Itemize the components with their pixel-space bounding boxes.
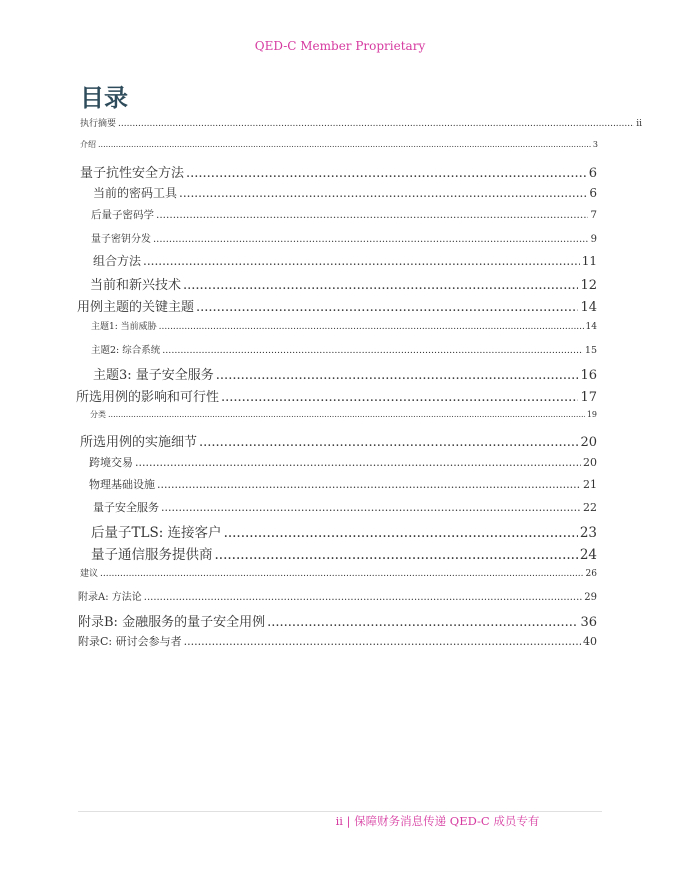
- toc-entry[interactable]: [90, 409, 597, 420]
- toc-entry[interactable]: [76, 386, 597, 405]
- toc-entry[interactable]: [93, 252, 597, 269]
- toc-entry-label: 组合方法: [93, 254, 142, 268]
- toc-entry-page: 6: [588, 166, 597, 181]
- toc-entry-label: 分类: [90, 410, 106, 419]
- dot-leader: [184, 635, 581, 648]
- dot-leader: [179, 186, 587, 200]
- toc-entry-page: 19: [586, 410, 597, 419]
- page-footer: ii | 保障财务消息传递 QED-C 成员专有: [335, 814, 540, 828]
- toc-entry-label: 后量子密码学: [91, 209, 154, 221]
- toc-entry-label: 主题2: 综合系统: [91, 345, 161, 356]
- toc-entry[interactable]: [78, 588, 597, 603]
- toc-entry-page: 22: [583, 501, 597, 514]
- toc-entry-page: 29: [584, 592, 597, 603]
- toc-entry[interactable]: [93, 499, 597, 515]
- toc-entry-page: 17: [580, 390, 597, 405]
- toc-entry[interactable]: [80, 116, 642, 129]
- toc-entry-label: 当前的密码工具: [93, 186, 178, 200]
- toc-entry-page: 36: [580, 615, 597, 630]
- toc-entry[interactable]: [91, 342, 597, 356]
- footer-divider: [78, 811, 602, 812]
- toc-entry[interactable]: [91, 543, 597, 563]
- toc-entry-label: 附录B: 金融服务的量子安全用例: [78, 615, 266, 630]
- toc-entry-page: 23: [579, 525, 597, 541]
- toc-entry-label: 所选用例的实施细节: [80, 435, 198, 450]
- dot-leader: [183, 278, 578, 293]
- toc-entry[interactable]: [80, 566, 597, 579]
- toc-entry[interactable]: [80, 431, 597, 450]
- toc-entry-label: 所选用例的影响和可行性: [76, 390, 220, 405]
- toc-entry[interactable]: [93, 184, 597, 201]
- toc-entry[interactable]: [80, 139, 598, 150]
- dot-leader: [196, 300, 578, 315]
- toc-entry-label: 主题1: 当前威胁: [91, 322, 157, 332]
- toc-entry-label: 介绍: [80, 140, 96, 149]
- dot-leader: [221, 390, 578, 405]
- dot-leader: [267, 615, 578, 630]
- toc-entry-page: 40: [583, 635, 597, 648]
- toc-entry-page: 26: [585, 569, 597, 579]
- toc-entry-page: 3: [592, 140, 598, 149]
- toc-heading: 目录: [80, 84, 128, 112]
- toc-entry-label: 附录A: 方法论: [78, 592, 142, 603]
- dot-leader: [143, 254, 580, 268]
- toc-entry-label: 用例主题的关键主题: [77, 300, 195, 315]
- toc-entry-page: 20: [580, 435, 597, 450]
- dot-leader: [159, 322, 584, 332]
- toc-entry[interactable]: [93, 364, 597, 383]
- toc-entry[interactable]: [90, 274, 597, 293]
- toc-entry-label: 附录C: 研讨会参与者: [78, 635, 182, 648]
- toc-entry[interactable]: [91, 230, 597, 245]
- toc-entry[interactable]: [89, 454, 597, 470]
- dot-leader: [100, 569, 584, 579]
- toc-entry[interactable]: [78, 633, 597, 649]
- toc-entry-page: 15: [584, 345, 597, 356]
- dot-leader: [153, 234, 589, 245]
- toc-entry-page: ii: [636, 119, 642, 129]
- toc-entry-label: 主题3: 量子安全服务: [93, 368, 214, 383]
- toc-entry-page: 24: [579, 547, 597, 563]
- toc-entry-page: 14: [580, 300, 597, 315]
- dot-leader: [118, 119, 634, 129]
- dot-leader: [98, 140, 591, 149]
- toc-entry-label: 执行摘要: [80, 119, 117, 129]
- dot-leader: [135, 456, 581, 469]
- dot-leader: [108, 410, 585, 419]
- toc-entry[interactable]: [91, 207, 597, 222]
- toc-entry[interactable]: [80, 162, 597, 181]
- toc-entry[interactable]: [77, 296, 597, 315]
- toc-entry[interactable]: [78, 611, 597, 630]
- toc-entry-label: 后量子TLS: 连接客户: [91, 525, 222, 541]
- toc-entry-label: 建议: [80, 569, 99, 579]
- toc-entry-label: 当前和新兴技术: [90, 278, 182, 293]
- toc-entry-page: 9: [590, 234, 597, 245]
- toc-entry[interactable]: [91, 521, 597, 541]
- toc-entry-label: 量子抗性安全方法: [80, 166, 185, 181]
- dot-leader: [156, 209, 588, 221]
- toc-entry-page: 14: [585, 322, 597, 332]
- dot-leader: [186, 166, 587, 181]
- dot-leader: [157, 478, 581, 491]
- dot-leader: [199, 435, 578, 450]
- toc-entry-page: 6: [589, 186, 597, 200]
- toc-entry[interactable]: [91, 319, 597, 332]
- toc-entry-page: 11: [581, 254, 597, 268]
- dot-leader: [224, 525, 578, 541]
- dot-leader: [216, 368, 579, 383]
- toc-entry-label: 跨境交易: [89, 456, 133, 469]
- toc-entry-page: 12: [580, 278, 597, 293]
- toc-entry-label: 量子通信服务提供商: [91, 547, 213, 563]
- dot-leader: [215, 547, 578, 563]
- toc-entry-page: 16: [580, 368, 597, 383]
- dot-leader: [144, 592, 582, 603]
- page-header: QED-C Member Proprietary: [254, 39, 426, 53]
- toc-entry-page: 20: [583, 456, 597, 469]
- toc-entry-page: 7: [590, 209, 597, 221]
- toc-entry-page: 21: [583, 478, 597, 491]
- dot-leader: [161, 501, 581, 514]
- dot-leader: [162, 345, 583, 356]
- toc-entry[interactable]: [89, 476, 597, 492]
- toc-entry-label: 量子密钥分发: [91, 234, 151, 245]
- toc-entry-label: 量子安全服务: [93, 501, 159, 514]
- toc-entry-label: 物理基础设施: [89, 478, 155, 491]
